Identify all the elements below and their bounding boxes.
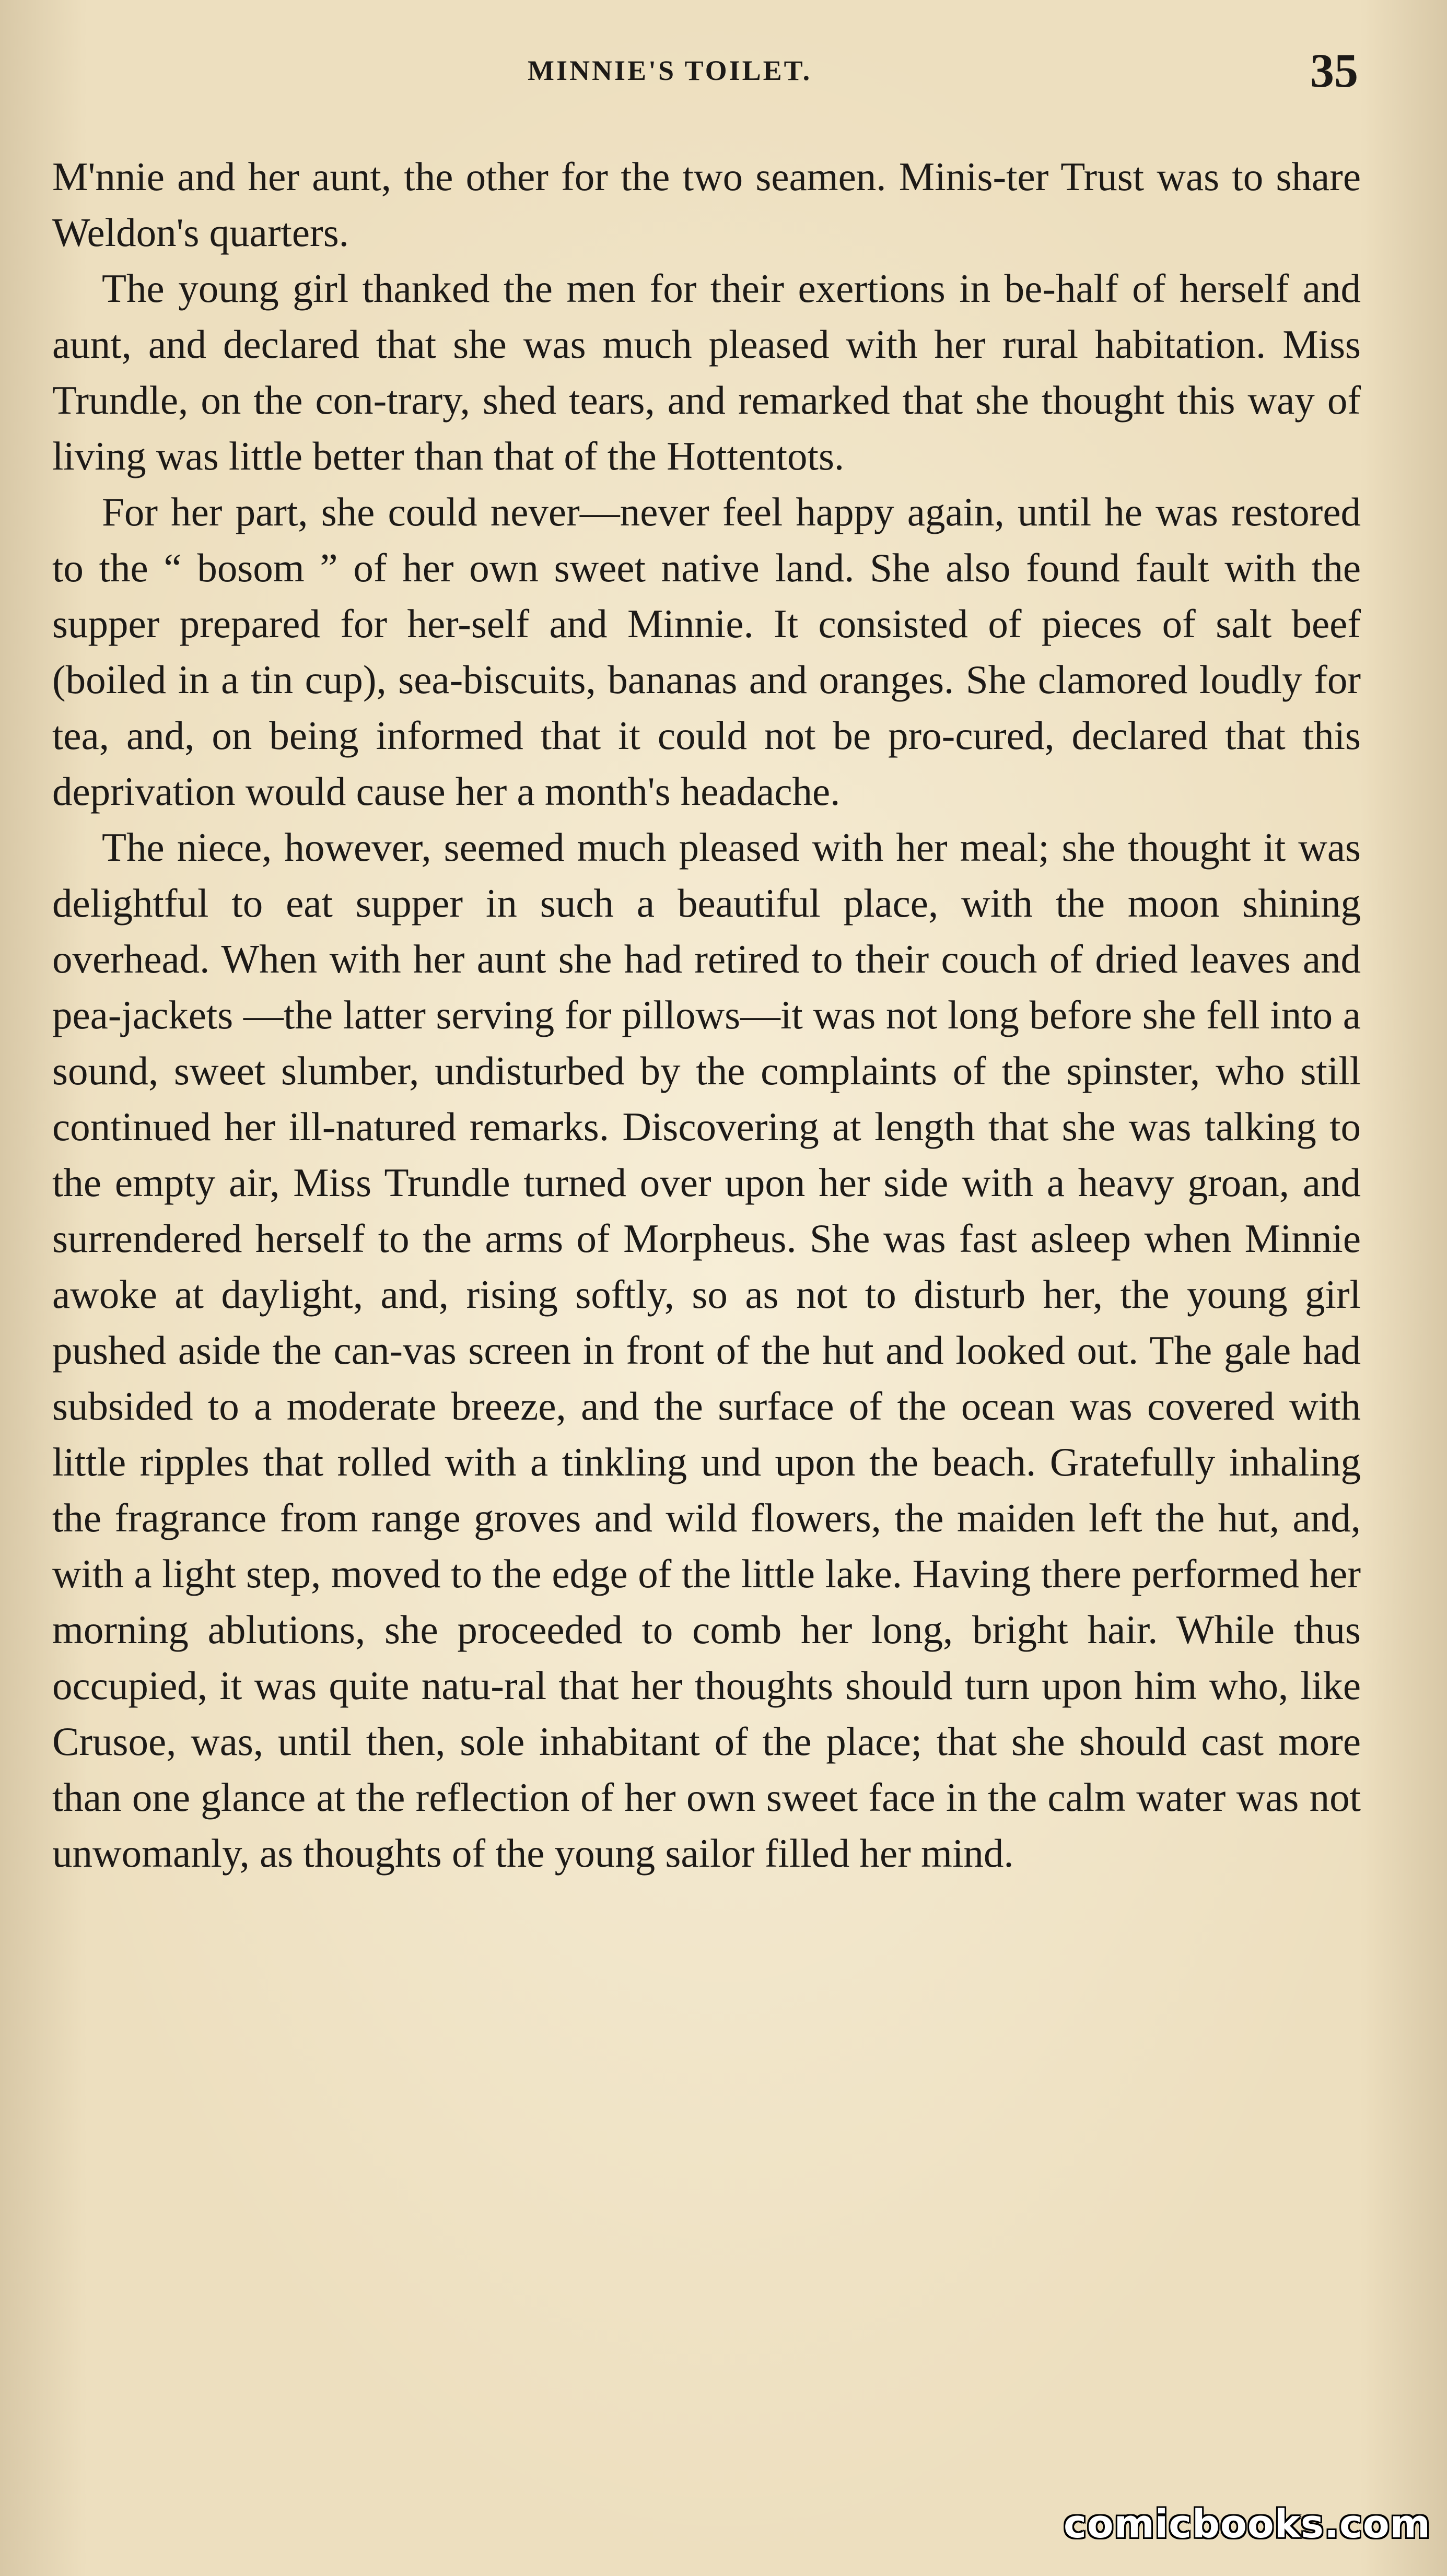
paragraph-continued: M'nnie and her aunt, the other for the two seamen. Minis-ter Trust was to share Weldon's quarters.: [52, 154, 1361, 255]
paragraph: For her part, she could never—never feel happy again, until he was restored to the “ bosom ” of her own sweet native land. She also found fault with the supper prepared for her-self and Minnie. It consisted of pieces of salt beef (boiled in a tin cup), sea-biscuits, bananas and oranges. She clamored loudly for tea, and, on being informed that it could not be pro-cured, declared that this deprivation would cause her a month's headache.: [52, 489, 1361, 814]
body-text: [52, 149, 1361, 1881]
paragraph: The young girl thanked the men for their exertions in be-half of herself and aunt, and declared that she was much pleased with her rural habitation. Miss Trundle, on the con-trary, shed tears, and remarked that she thought this way of living was little better than that of the Hottentots.: [52, 266, 1361, 478]
paragraph: The niece, however, seemed much pleased with her meal; she thought it was delightful to eat supper in such a beautiful place, with the moon shining overhead. When with her aunt she had retired to their couch of dried leaves and pea-jackets —the latter serving for pillows—it was not long before she fell into a sound, sweet slumber, undisturbed by the complaints of the spinster, who still continued her ill-natured remarks. Discovering at length that she was talking to the empty air, Miss Trundle turned over upon her side with a heavy groan, and surrendered herself to the arms of Morpheus. She was fast asleep when Minnie awoke at daylight, and, rising softly, so as not to disturb her, the young girl pushed aside the can-vas screen in front of the hut and looked out. The gale had subsided to a moderate breeze, and the surface of the ocean was covered with little ripples that rolled with a tinkling und upon the beach. Gratefully inhaling the fragrance from range groves and wild flowers, the maiden left the hut, and, with a light step, moved to the edge of the little lake. Having there performed her morning ablutions, she proceeded to comb her long, bright hair. While thus occupied, it was quite natu-ral that her thoughts should turn upon him who, like Crusoe, was, until then, sole inhabitant of the place; that she should cast more than one glance at the reflection of her own sweet face in the calm water was not unwomanly, as thoughts of the young sailor filled her mind.: [52, 825, 1361, 1876]
running-title: MINNIE'S TOILET.: [528, 55, 812, 86]
watermark: comicbooks.com: [1064, 2502, 1431, 2547]
page-number: 35: [1310, 44, 1358, 97]
running-head: [0, 43, 1447, 100]
